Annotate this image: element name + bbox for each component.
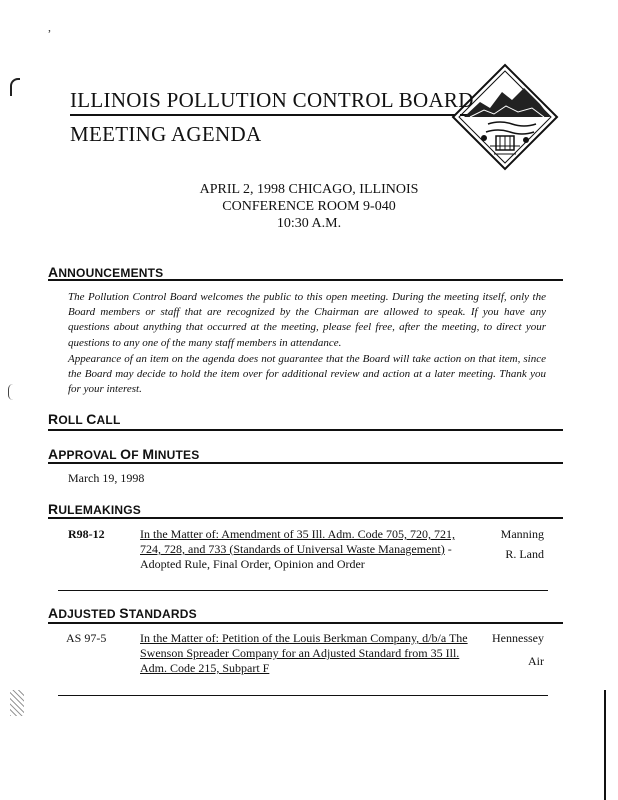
rulemaking-caption-title: In the Matter of: Amendment of 35 Ill. Adm. Code 705, 720, 721, 724, 728, and 733 (Standards of Universal Waste Management) (140, 527, 455, 556)
rulemaking-item-rule (58, 590, 548, 591)
adjusted-standards-rule (48, 622, 563, 624)
scan-bracket-mid-left (8, 384, 13, 400)
rulemaking-caption (140, 527, 475, 572)
announcements-heading: ANNOUNCEMENTS (48, 264, 164, 280)
rulemaking-media: R. Land (505, 547, 544, 561)
meeting-time: 10:30 A.M. (276, 216, 342, 231)
adjusted-standard-caption-title: In the Matter of: Petition of the Louis Berkman Company, d/b/a The Swenson Spreader Company for an Adjusted Standard from 35 Ill. Adm. Code 215, Subpart F (140, 631, 468, 675)
minutes-heading: APPROVAL OF MINUTES (48, 446, 200, 462)
rulemakings-heading: RULEMAKINGS (48, 501, 141, 517)
roll-call-heading: ROLL CALL (48, 411, 121, 427)
adjusted-standard-board-member: Hennessey (492, 631, 544, 645)
roll-call-rule (48, 429, 563, 431)
adjusted-standard-item-rule (58, 695, 548, 696)
scan-mark-top: , (48, 20, 51, 34)
minutes-date: March 19, 1998 (68, 471, 145, 485)
announcements-rule (48, 279, 563, 281)
scan-speckle-left (10, 690, 24, 716)
meeting-info (0, 181, 618, 232)
meeting-date-location: APRIL 2, 1998 CHICAGO, ILLINOIS (199, 182, 419, 197)
meeting-room: CONFERENCE ROOM 9-040 (222, 199, 396, 214)
agenda-title: MEETING AGENDA (70, 122, 262, 146)
rulemakings-rule (48, 517, 563, 519)
adjusted-standard-media: Air (528, 654, 544, 668)
adjusted-standards-heading: ADJUSTED STANDARDS (48, 605, 197, 621)
rulemaking-caption-action: - Adopted Rule, Final Order, Opinion and Order (140, 542, 452, 571)
rulemaking-board-member: Manning (500, 527, 544, 541)
adjusted-standard-docket: AS 97-5 (66, 631, 107, 645)
ipcb-diamond-seal-icon (450, 62, 560, 172)
title-divider (70, 114, 455, 116)
adjusted-standard-caption (140, 631, 475, 676)
announcements-paragraph-1: The Pollution Control Board welcomes the public to this open meeting. During the meeting itself, only the Board members or staff that are recognized by the Chairman are allowed to speak. If you have any questions about anything that occurred at the meeting, please feel free, after the meeting, to direct your questions to any one of the many staff members in attendance. (68, 291, 546, 349)
rulemaking-docket: R98-12 (68, 527, 105, 541)
scan-bracket-top-left (10, 78, 20, 96)
announcements-paragraph-2: Appearance of an item on the agenda does not guarantee that the Board will take action on that item, since the Board may decide to hold the item over for additional review and action at a later meeting. Thank you for your interest. (68, 353, 546, 396)
board-title: ILLINOIS POLLUTION CONTROL BOARD (70, 88, 474, 112)
minutes-rule (48, 462, 563, 464)
scan-edge-line (604, 690, 606, 800)
